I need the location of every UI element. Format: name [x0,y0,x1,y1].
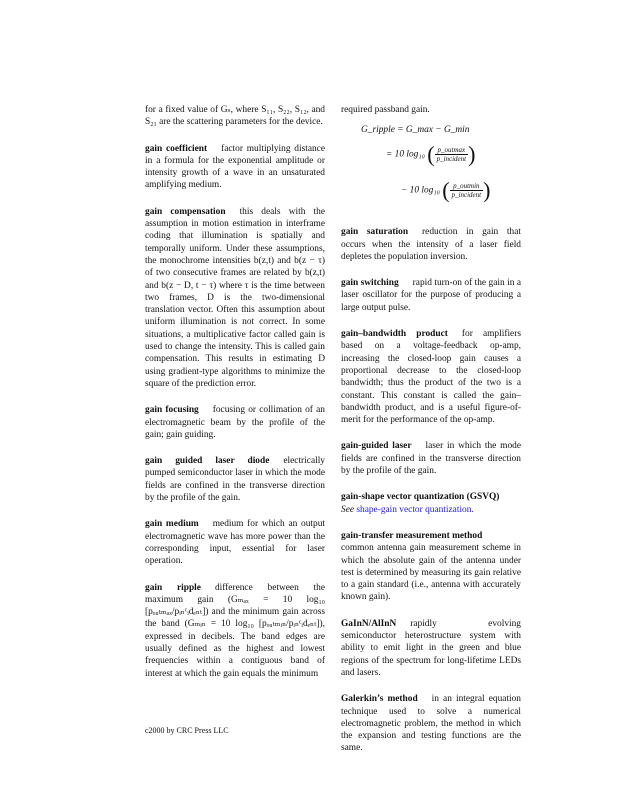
equation-prefix: − 10 log₁₀ [401,185,440,196]
fraction-denominator: p_incident [436,155,467,164]
ripple-equation [341,124,521,216]
fraction [435,146,469,163]
entry-gain-switching [341,277,521,314]
open-paren: ( [442,177,450,203]
right-column [341,104,521,769]
entry-term: GaInN/AlInN [341,618,397,629]
see-prefix: See [341,504,355,515]
equation-line-2 [386,141,476,167]
open-paren: ( [427,141,435,167]
entry-gain-saturation [341,226,521,263]
continuation-text: required passband gain. [341,105,430,115]
copyright-footer: c2000 by CRC Press LLC [145,726,229,735]
entry-definition: this deals with the assumption in motion estimation in interframe coding that illumination is spatially and temporally uniform. Under these assumptions, the monochrome intensities b(z,t) and b(z − τ) of two consecutive frames are related by b(z,t) and b(z − D, t − τ) where τ is the time between two frames, D is the two-dimensional translation vector. Often this assumption about uniform illumination is not correct. In some situations, a multiplicative factor called gain is used to change the intensity. This is called gain compensation. This results in estimating D using gradient-type algorithms to minimize the square of the prediction error. [145,206,325,389]
entry-definition: laser in which the mode fields are confined in the transverse direction by the profile of the gain. [341,441,521,477]
fraction [450,182,484,199]
entry-definition: factor multiplying distance in a formula for the exponential amplitude or intensity growth of a wave in an unsaturated amplifying medium. [145,143,325,191]
equation-line-1: G_ripple = G_max − G_min [361,125,470,136]
entry-term: gain medium [145,519,199,530]
entry-gain-focusing [145,404,325,441]
entry-term: gain–bandwidth product [341,329,448,340]
shape-gain-vq-link[interactable]: shape-gain vector quantization. [356,504,474,515]
entry-gain-compensation [145,206,325,390]
entry-definition: electrically pumped semiconductor laser in which the mode fields are confined in the transverse direction by the profile of the gain. [145,456,325,504]
entry-term: Galerkin’s method [341,694,418,705]
entry-term: gain focusing [145,405,199,416]
equation-prefix: = 10 log₁₀ [386,149,425,160]
entry-gain-medium [145,518,325,567]
entry-definition: common antenna gain measurement scheme in which the absolute gain of the antenna under test is determined by measuring its gain relative to a gain standard (i.e., antenna with accurately known gain). [341,543,521,603]
entry-definition: focusing or collimation of an electromagnetic beam by the profile of the gain; gain guiding. [145,405,325,440]
close-paren: ) [468,141,476,167]
entry-definition: reduction in gain that occurs when the intensity of a laser field depletes the population inversion. [341,227,521,262]
entry-definition: in an integral equation technique used to solve a numerical electromagnetic problem, the method in which the expansion and testing functions are the same. [341,694,521,754]
entry-term: gain coefficient [145,143,208,154]
entry-gain-bandwidth-product [341,328,521,426]
entry-gsvq [341,491,521,516]
close-paren: ) [483,177,491,203]
entry-definition: for amplifiers based on a voltage-feedback op-amp, increasing the closed-loop gain causes a proportional decrease to the closed-loop bandwidth; thus the product of the two is a constant. This constant is called the gain–bandwidth product, and is a useful figure-of-merit for the performance of the op-amp. [341,329,521,426]
entry-gain-guided-laser-diode [145,455,325,504]
fraction-denominator: p_incident [451,191,482,200]
entry-term: gain compensation [145,206,226,217]
entry-gainn-alinn [341,618,521,679]
fraction-numerator: p_outmax [435,146,469,155]
left-column [145,104,325,694]
entry-term: gain switching [341,278,399,289]
fraction-numerator: p_outmin [450,182,484,191]
entry-gain-coefficient [145,143,325,192]
continuation-text: for a fixed value of Gₛ, where S₁₁, S₂₂, S₁₂, and S₂₁ are the scattering parameters for the device. [145,105,325,128]
entry-gain-guided-laser [341,440,521,477]
entry-term: gain ripple [145,582,201,593]
entry-term: gain guided laser diode [145,456,270,467]
entry-term: gain-guided laser [341,441,412,452]
entry-term: gain-transfer measurement method [341,530,483,541]
entry-gain-transfer-method [341,530,521,604]
entry-definition: rapid turn-on of the gain in a laser oscillator for the purpose of producing a large output pulse. [341,278,521,313]
entry-definition: rapidly evolving semiconductor heterostructure system with ability to emit light in the green and blue regions of the spectrum for long-lifetime LEDs and lasers. [341,618,521,678]
entry-term: gain-shape vector quantization (GSVQ) [341,492,500,503]
equation-line-3 [401,177,491,203]
entry-definition: medium for which an output electromagnetic wave has more power than the corresponding input, essential for laser operation. [145,519,325,567]
entry-term: gain saturation [341,227,409,238]
entry-definition: difference between the maximum gain (Gₘₐₓ = 10 log₁₀ [pₒᵤₜₘₐₓ/pᵢₙᶜᵢdₑₙₜ]) and the minimum gain across the band (Gₘᵢₙ = 10 log₁₀ [pₒᵤₜₘᵢₙ/pᵢₙᶜᵢdₑₙₜ]), expressed in decibels. The band edges are usually defined as the highest and lowest frequencies within a contiguous band of interest at which the gain equals the minimum [145,582,325,679]
entry-gain-ripple [145,582,325,680]
entry-galerkins-method [341,693,521,754]
